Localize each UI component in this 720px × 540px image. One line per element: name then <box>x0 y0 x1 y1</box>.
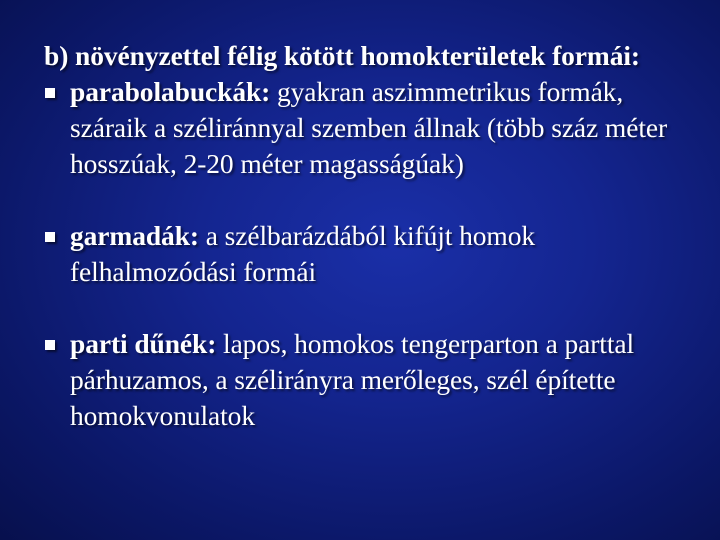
slide-content <box>44 38 694 434</box>
bullet-item-parabolabuckak <box>44 74 694 182</box>
spacer <box>44 182 694 218</box>
item-term: garmadák: <box>70 220 199 251</box>
bullet-item-garmadak <box>44 218 694 290</box>
slide-heading: b) növényzettel félig kötött homokterületek formái: <box>44 40 640 71</box>
spacer <box>44 290 694 326</box>
square-bullet-icon <box>45 340 55 350</box>
square-bullet-icon <box>45 232 55 242</box>
item-text: gyakran aszimmetrikus formák, száraik a széliránnyal szemben állnak (több száz méter hosszúak, 2-20 méter magasságúak) <box>70 76 668 179</box>
item-term: parti dűnék: <box>70 328 217 359</box>
item-text: a szélbarázdából kifújt homok felhalmozódási formái <box>70 220 536 287</box>
item-term: parabolabuckák: <box>70 76 271 107</box>
square-bullet-icon <box>45 88 55 98</box>
item-text: lapos, homokos tengerparton a parttal párhuzamos, a szélirányra merőleges, szél építette homokvonulatok <box>70 328 635 431</box>
bullet-item-parti-dunek <box>44 326 694 434</box>
